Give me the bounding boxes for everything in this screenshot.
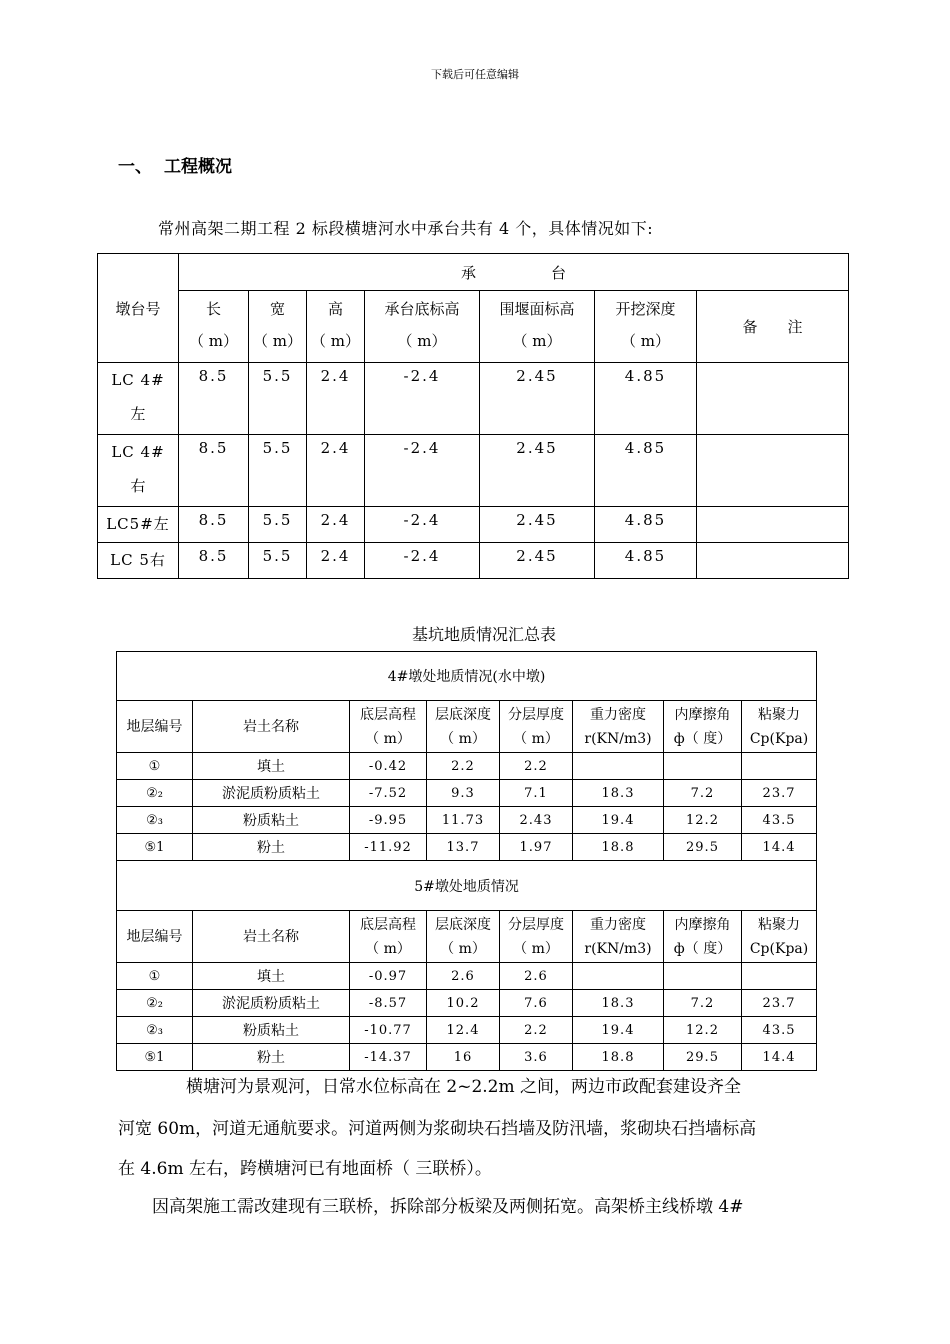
cap-col-header [249,291,307,363]
geo-table [116,651,817,1071]
soil-name: 淤泥质粉质粘土 [193,990,350,1017]
cap-table-body [98,363,849,579]
table-row [98,435,849,507]
value-cell: 4.85 [595,543,697,579]
value-cell: 5.5 [249,507,307,543]
geo-header-unit: （ m） [365,940,411,957]
value-cell: 23.7 [742,780,817,807]
value-cell: -0.97 [350,963,427,990]
pier-id: LC 5右 [110,551,166,569]
layer-id: ②₃ [117,1017,193,1044]
geo-header-unit: Cp(Kpa) [749,940,809,957]
value-cell: 2.6 [500,963,573,990]
geo-header-name: 粘聚力 [758,706,801,723]
pier-id: LC 4# [111,443,165,461]
layer-id: ⑤1 [117,834,193,861]
value-cell: 29.5 [664,834,742,861]
value-cell: 12.2 [664,1017,742,1044]
value-cell: 7.1 [500,780,573,807]
geo-header-name: 地层编号 [126,718,183,735]
cap-col-header [365,291,480,363]
value-cell: -2.4 [365,435,480,507]
soil-name: 粉质粘土 [193,807,350,834]
soil-name: 粉质粘土 [193,1017,350,1044]
pier-id: LC 4# [111,371,165,389]
remark-cell [697,507,849,543]
table-row [117,990,817,1017]
cap-col-name: 开挖深度 [615,300,676,318]
value-cell: 7.6 [500,990,573,1017]
geo-header-unit: ф（ 度） [673,940,732,957]
paragraph-line: 在 4.6m 左右，跨横塘河已有地面桥（ 三联桥）。 [118,1159,492,1179]
geo-header-unit: r(KN/m3) [584,940,652,957]
geo-header-name: 层底深度 [435,706,491,723]
layer-id: ⑤1 [117,1044,193,1071]
geo-header-name: 内摩擦角 [674,706,731,723]
table-row [98,507,849,543]
value-cell: 2.4 [307,507,365,543]
cap-col-name: 高 [327,300,343,318]
value-cell: 3.6 [500,1044,573,1071]
geo-header-name: 岩土名称 [243,718,299,735]
geo-table-caption: 基坑地质情况汇总表 [411,625,556,644]
table-row [98,543,849,579]
geo-header [193,911,350,963]
value-cell: 18.8 [573,834,664,861]
section-heading [118,152,232,177]
cap-col-unit: （ m） [512,332,562,350]
value-cell: 14.4 [742,834,817,861]
value-cell: -0.42 [350,753,427,780]
value-cell: 8.5 [179,507,249,543]
value-cell: 4.85 [595,435,697,507]
remark-cell [697,543,849,579]
geo-header-unit: （ m） [440,940,486,957]
geo-header [193,701,350,753]
geo-header-name: 底层高程 [360,916,416,933]
table-row [117,753,817,780]
value-cell [573,753,664,780]
header-note: 下载后可任意编辑 [431,68,519,81]
table-row [117,1017,817,1044]
geo-header-name: 粘聚力 [758,916,801,933]
soil-name: 填土 [193,963,350,990]
value-cell: 2.2 [427,753,500,780]
value-cell: 2.2 [500,753,573,780]
geo-header [573,911,664,963]
layer-id: ②₃ [117,807,193,834]
value-cell: 2.45 [480,507,595,543]
geo-header-name: 分层厚度 [508,706,564,723]
value-cell: 16 [427,1044,500,1071]
value-cell: 10.2 [427,990,500,1017]
intro-text: 常州高架二期工程 2 标段横塘河水中承台共有 4 个，具体情况如下: [158,219,654,238]
cap-col-remark: 备 注 [697,291,849,363]
remark-cell [697,435,849,507]
layer-id: ① [117,963,193,990]
value-cell: -11.92 [350,834,427,861]
value-cell: 2.4 [307,435,365,507]
geo-header-unit: （ m） [365,730,411,747]
geo-header-name: 岩土名称 [243,928,299,945]
value-cell: 1.97 [500,834,573,861]
geo-header [664,911,742,963]
value-cell: 12.4 [427,1017,500,1044]
cap-col-header [307,291,365,363]
remark-cell [697,363,849,435]
value-cell: 2.2 [500,1017,573,1044]
pier-side: 左 [130,405,146,423]
geo-header-name: 重力密度 [590,706,646,723]
geo-header [742,701,817,753]
section-number: 一、 [118,157,152,177]
value-cell: 43.5 [742,807,817,834]
value-cell: 12.2 [664,807,742,834]
geo-header-unit: （ m） [513,940,559,957]
cap-col-unit: （ m） [621,332,670,350]
table-row [98,363,849,435]
value-cell: 8.5 [179,543,249,579]
layer-id: ②₂ [117,780,193,807]
geo-header [664,701,742,753]
value-cell: 18.3 [573,780,664,807]
table-row [117,780,817,807]
value-cell: 4.85 [595,507,697,543]
value-cell: 2.45 [480,435,595,507]
geo-header [350,701,427,753]
value-cell: 4.85 [595,363,697,435]
value-cell: 5.5 [249,363,307,435]
pier-id-cell [98,435,179,507]
value-cell: 18.3 [573,990,664,1017]
value-cell [664,753,742,780]
value-cell: -8.57 [350,990,427,1017]
cap-col-unit: （ m） [397,332,447,350]
value-cell: 2.6 [427,963,500,990]
geo-header [742,911,817,963]
layer-id: ① [117,753,193,780]
value-cell: -2.4 [365,507,480,543]
section-title: 4#墩处地质情况(水中墩) [117,652,817,701]
geo-header-name: 内摩擦角 [674,916,731,933]
value-cell: 2.45 [480,363,595,435]
value-cell: 11.73 [427,807,500,834]
pier-id-cell [98,543,179,579]
geo-header [117,911,193,963]
value-cell: 5.5 [249,543,307,579]
cap-col-unit: （ m） [311,332,360,350]
value-cell: -2.4 [365,363,480,435]
value-cell: 13.7 [427,834,500,861]
geo-header-unit: ф（ 度） [673,730,732,747]
geo-header [427,911,500,963]
value-cell: 2.4 [307,363,365,435]
value-cell: 2.45 [480,543,595,579]
geo-table-body [117,652,817,1071]
value-cell: 8.5 [179,363,249,435]
section-title-row [117,861,817,911]
value-cell: 2.43 [500,807,573,834]
section-title-row [117,652,817,701]
geo-header-unit: （ m） [513,730,559,747]
cap-col-name: 长 [205,300,221,318]
value-cell [742,963,817,990]
value-cell: -7.52 [350,780,427,807]
value-cell [742,753,817,780]
pier-side: 右 [130,477,146,495]
cap-col-header-row [98,291,849,363]
value-cell: 5.5 [249,435,307,507]
geo-header-name: 地层编号 [126,928,183,945]
pier-id-cell [98,363,179,435]
cap-col-header [179,291,249,363]
value-cell: 9.3 [427,780,500,807]
geo-header-name: 层底深度 [435,916,491,933]
geo-header [350,911,427,963]
value-cell: 19.4 [573,1017,664,1044]
soil-name: 淤泥质粉质粘土 [193,780,350,807]
value-cell: 29.5 [664,1044,742,1071]
cap-table [97,253,849,579]
soil-name: 粉土 [193,1044,350,1071]
value-cell: 19.4 [573,807,664,834]
table-row [117,807,817,834]
pier-id-cell [98,507,179,543]
geo-header-unit: Cp(Kpa) [749,730,809,747]
value-cell: -9.95 [350,807,427,834]
paragraph-line: 因高架施工需改建现有三联桥，拆除部分板梁及两侧拓宽。高架桥主线桥墩 4# [118,1197,744,1217]
cap-col-name: 承台底标高 [384,300,460,318]
geo-header-unit: r(KN/m3) [584,730,652,747]
cap-col-unit: （ m） [189,332,238,350]
value-cell: 8.5 [179,435,249,507]
cap-col-name: 围堰面标高 [499,300,575,318]
value-cell: 23.7 [742,990,817,1017]
value-cell [573,963,664,990]
cap-col-header [480,291,595,363]
layer-id: ②₂ [117,990,193,1017]
col-pier-header: 墩台号 [98,254,179,363]
geo-header-name: 底层高程 [360,706,416,723]
table-row [117,963,817,990]
geo-header [500,911,573,963]
cap-col-unit: （ m） [253,332,302,350]
value-cell: -14.37 [350,1044,427,1071]
soil-name: 粉土 [193,834,350,861]
pier-id: LC5#左 [106,515,170,533]
value-cell: 7.2 [664,780,742,807]
value-cell: 14.4 [742,1044,817,1071]
value-cell: 18.8 [573,1044,664,1071]
value-cell: 2.4 [307,543,365,579]
table-row [117,834,817,861]
value-cell: 7.2 [664,990,742,1017]
paragraph-line: 河宽 60m，河道无通航要求。河道两侧为浆砌块石挡墙及防汛墙，浆砌块石挡墙标高 [118,1119,757,1139]
geo-header [500,701,573,753]
geo-header [573,701,664,753]
value-cell: 43.5 [742,1017,817,1044]
geo-header [427,701,500,753]
value-cell [664,963,742,990]
geo-header-unit: （ m） [440,730,486,747]
geo-header [117,701,193,753]
value-cell: -10.77 [350,1017,427,1044]
cap-col-header [595,291,697,363]
section-title: 5#墩处地质情况 [117,861,817,911]
geo-header-name: 重力密度 [590,916,646,933]
value-cell: -2.4 [365,543,480,579]
geo-header-row [117,911,817,963]
soil-name: 填土 [193,753,350,780]
paragraph-line: 横塘河为景观河，日常水位标高在 2~2.2m 之间，两边市政配套建设齐全 [118,1077,742,1097]
geo-header-row [117,701,817,753]
section-title: 工程概况 [164,157,232,177]
cap-col-name: 宽 [269,300,285,318]
geo-header-name: 分层厚度 [508,916,564,933]
table-row [117,1044,817,1071]
cap-group-header: 承 台 [179,254,849,291]
